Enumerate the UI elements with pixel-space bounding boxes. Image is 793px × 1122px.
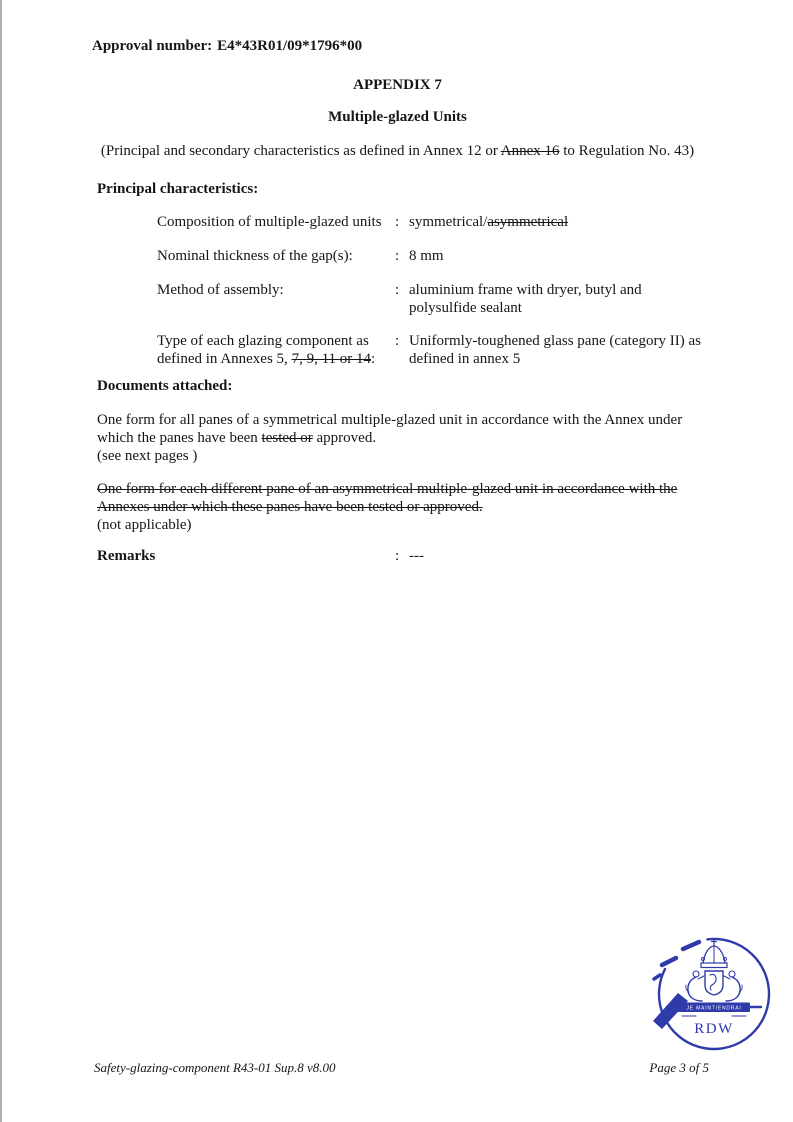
row-value: 8 mm xyxy=(409,248,444,264)
para1-note: (see next pages ) xyxy=(97,448,198,464)
note-struck-text: Annex 16 xyxy=(500,143,560,159)
remarks-row xyxy=(97,547,717,565)
lion-left-head xyxy=(693,971,699,977)
row-label: Nominal thickness of the gap(s): xyxy=(157,248,353,264)
document-subtitle: Multiple-glazed Units xyxy=(328,109,467,125)
row-value-struck: asymmetrical xyxy=(487,214,569,230)
para1-text-end: approved. xyxy=(312,430,377,446)
table-row-glazing-type xyxy=(157,332,717,368)
principal-characteristics-heading: Principal characteristics: xyxy=(97,181,259,197)
row-value xyxy=(409,213,709,231)
table-row-composition xyxy=(157,213,717,231)
lion-right-body xyxy=(726,977,740,1001)
documents-paragraph-asymmetrical xyxy=(97,480,709,534)
row-label-struck: 7, 9, 11 or 14 xyxy=(291,351,372,367)
remarks-value: --- xyxy=(409,548,424,564)
row-colon: : xyxy=(395,248,400,264)
para2-note: (not applicable) xyxy=(97,517,192,533)
documents-attached-heading: Documents attached: xyxy=(97,378,233,394)
documents-paragraph-symmetrical xyxy=(97,411,709,465)
approval-number: E4*43R01/09*1796*00 xyxy=(217,38,363,54)
approval-number-line xyxy=(92,37,362,55)
row-value-normal: symmetrical/ xyxy=(409,214,488,230)
rdw-stamp-icon xyxy=(652,932,776,1056)
stamp-org-label: RDW xyxy=(694,1021,734,1037)
stamp-slash-1 xyxy=(683,942,699,949)
remarks-label: Remarks xyxy=(97,548,156,564)
stamp-slash-3 xyxy=(654,975,660,979)
crown-band xyxy=(701,963,727,968)
appendix-title: APPENDIX 7 xyxy=(353,77,442,93)
characteristics-table xyxy=(157,213,717,368)
table-row-assembly-method xyxy=(157,281,717,317)
table-row-gap-thickness xyxy=(157,247,717,265)
lion-left-foreleg xyxy=(698,976,704,979)
row-colon: : xyxy=(395,282,400,298)
row-colon: : xyxy=(395,333,400,349)
crown-jewel-right xyxy=(724,958,727,961)
footer-document-id: Safety-glazing-component R43-01 Sup.8 v8.00 xyxy=(94,1060,336,1075)
row-value: Uniformly-toughened glass pane (category II) as defined in annex 5 xyxy=(409,333,701,367)
lion-left-body xyxy=(688,977,702,1001)
note-prefix: (Principal and secondary characteristics as defined in Annex 12 or xyxy=(100,143,501,159)
para1-text: One form for all panes of a symmetrical multiple-glazed unit in accordance with the Annex under which the panes have been xyxy=(97,412,683,446)
footer-page-number: Page 3 of 5 xyxy=(649,1060,709,1075)
lion-right-head xyxy=(729,971,735,977)
approval-label: Approval number: xyxy=(92,38,213,54)
remarks-colon: : xyxy=(395,548,400,564)
shield-lion xyxy=(710,974,716,990)
row-label-suffix: : xyxy=(371,351,376,367)
para1-struck-text: tested or xyxy=(261,430,313,446)
note-suffix: to Regulation No. 43) xyxy=(559,143,695,159)
row-label: Method of assembly: xyxy=(157,282,284,298)
row-label: Composition of multiple-glazed units xyxy=(157,214,382,230)
para2-struck-text: One form for each different pane of an asymmetrical multiple-glazed unit in accordance with the Annexes under which these panes have been tested or approved. xyxy=(97,481,678,515)
crown-jewel-left xyxy=(702,958,705,961)
rdw-stamp-graphic xyxy=(652,932,776,1056)
row-label xyxy=(157,332,395,368)
row-value: aluminium frame with dryer, butyl and polysulfide sealant xyxy=(409,282,642,316)
lion-right-foreleg xyxy=(724,976,730,979)
stamp-motto: JE MAINTIENDRAI xyxy=(686,1005,742,1012)
stamp-slash-2 xyxy=(662,958,676,965)
row-colon: : xyxy=(395,214,400,230)
row-label-prefix: Type of each glazing component as defined in Annexes 5, xyxy=(157,333,369,367)
characteristics-note xyxy=(2,142,793,160)
